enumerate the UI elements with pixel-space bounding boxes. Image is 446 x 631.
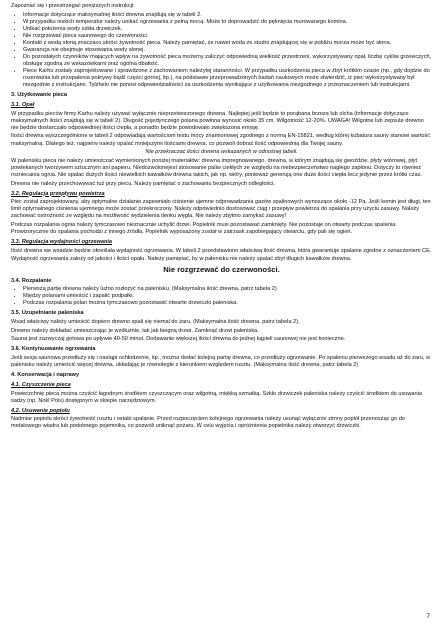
warning-text: Nie rozgrzewać do czerwoności. [163,264,280,274]
subsection-heading: 4.2. Usuwanie popiołu [11,407,70,414]
paragraph: Drewna nie należy przechowywać tuż przy piecu. Należy pamiętać o zachowaniu bezpiecznych odległości. [11,180,275,187]
paragraph: Ilości drewna wyszczególnione w tabeli 2 odpowiadają wartościom testu mocy znamionowej zgodnego z normą EN-15821, według której kubatura sauny stanowi wartość maksymalną. Dlatego też, najpierw należy opalać mniejszymi ilościami drewna, co pozwoli dobrać ilość odpowiednią dla Twojej sauny. [11,133,431,147]
paragraph: Sauna jest zazwyczaj gotowa po upływie 40-50 minut. Dodawanie większej ilości drewna do jednej kąpieli saunowej nie jest konieczne. [11,336,346,343]
section-heading: 4. Konserwacja i naprawy [11,372,80,378]
list-item: • W przypadku niskich temperatur należy unikać ogrzewania z pełną mocą. Może to doprowadzić do pęknięcia murowanego komina. [23,19,432,26]
paragraph: Jeśli sesja saunowa przedłuży się i nastąpi ochłodzenie, itp., można dodać kolejną partię drewna, co przedłuży ogrzewanie. Po spaleniu pierwszego wsadu aż do żaru, w palenisku należy umieścić więcej drewna, układając je równolegle z kierunkiem wzgłędem rusztu. (Maksymalna ilość drewna, patrz tabela 2) [11,354,431,368]
paragraph: Wsad właściwy należy umieścić dopiero drewno spali się niemal do żaru. (Maksymalna ilość drewna, patrz tabela 2). [11,319,300,326]
subsection-heading: 3.4. Rozpalanie [11,277,52,284]
note-text: Nie przekraczać ilości drewna wskazanych w odnośnej tabeli. [145,149,298,156]
list-item: • Podczas rozpalania polan można tymczasowo pozostawić otwarte drzwiczki paleniska. [23,300,432,307]
paragraph: Piec został zaprojektowany, aby optymalne działanie zapewniało ciśnienie ujemne odprowadzania gazów spalinowych wynoszące około -12 Pa. Jeśli komin jest długi, ten limit optymalnego ciśnienia ujemnego może zostać przekroczony. Należy odpowiednio dostosować ciąg i przepływ powietrza do spalania przy użyciu zasuwy. Należy zachować ostrożność ze względu na możliwość wydzielenia tlenku węgla. Nie należy zbytnio zamykać zasuwy! [11,199,431,220]
instruction-list [11,12,432,90]
list-item: • Piece Karhu zostały zaprojektowane i sprawdzone z zachowaniem należytej staranności. W przypadku uszkodzenia pieca w żbyt krótkim czasie (np., gdy dojdzie do rozerwania lub przepalenia pokrywy bądź części górnej, itp.), na podstawie przeprowadzonych badań naukowych może stwierdzić, iż piec wykorzystywany był niezgodnie z instrukcjami. Tylżhelo nie ponosi odpowiedzialności za uszkodzenia wynikające z użytkowania niezgodnego z przeznaczeniem lub instrukcjami. [23,68,432,89]
list-item: • Unikać położenia wody szkła drzwiczek. [23,26,432,33]
subsection-heading: 4.1. Czyszczenie pieca [11,382,71,389]
subsection-heading: 3.3. Regulacja wydajności ogrzewania [11,238,113,245]
subsection-heading: 3.2. Regulacja przepływu powietrza [11,190,105,197]
subsection-heading: 3.5. Uzupełnianie paleniska [11,310,84,317]
paragraph: Drewno należy dokładać umieszczając je wzdłużnie, tak jak biegną drzwi. Zamknąć drzwi paleniska. [11,327,259,334]
intro-text: Zapoznać się i przestrzegać poniższych instrukcji: [11,3,135,9]
list-item: • Informacje dotyczące maksymalnej ilości drewna znajdują się w tabeli 2. [23,12,432,19]
paragraph: W palenisku pieca nie należy umieszczać wymienionych poniżej materiałów: drewna impregnowanego, drewna, w którym znajdują się gwoździe, płyty wiórowej, płyt powlekanych tworzywem sztucznym ani papieru. Niedozwolonejest stosowanie paliw ciekłych ze względu na niebezpieczeństwo nagłego zapłonu. Dotyczy to również rozniecania ognia. Nie spalać dużych ilości niewielkich kawałków drewna takich, jak np. wióry, ponieważ generują one duże ilości ciepła lecz jedynie przez krótki czas. [11,157,422,178]
lighting-list [11,286,432,307]
list-item: • Gwarancja nie obejmuje stosowania wody słonej. [23,47,432,54]
list-item: • Między polanami umieścić i zapalić podpałki. [23,293,432,300]
paragraph: Nadmiar popiołu skróci żywotność rusztu i ostabi spalanie. Przed rozpoczęciem kolejnego ogrzewania należy usunąć wyłącznie zimny popiół przenosząc go do metalowego wiadra lub podobnego pojemnika, co pozwoli uniknąć pożaru. W celu wyjęcia i opróżnienia popielnika należy otworzyć drzwiczki. [11,416,405,430]
subsection-heading: 3.6. Kontynuowanie ogrzewania [11,346,96,353]
subsection-heading: 3.1. Opał [11,102,35,109]
paragraph: Powierzchnię pieca można czyścić łagodnym środkiem czyszczącym oraz wilgotną, miękką szmatką. Szkło drzwiczek paleniska należy czyścić środkiem do usuwania sadzy (np. Nokl Pois) dostępnym w sklepie narzędziowym. [11,390,422,404]
paragraph: Podczas rozpalania ognia należy tymczasowo nieznacznie uchylić drzwi. Popielnik musi pozostawać zamknięty. Nie pozostaje on otwarty podczas spalania. Prowizorycznie do spalania pochodzi z innego źródła. Popielnik wyposażony został w zatrzask zapobiegający otwarciu, gdy pali się ogień. [11,221,397,235]
list-item: • Do pozostałych czynników mających wpływ na żywotność pieca możemy zaliczyć odpowiednią wielkość przestrzeni, wykorzystywany opał, liczbę cykliw grzewczych, obsługę zgodną ze wskazówkami oraz ogólna dbałość. [23,54,432,68]
list-item: • Kontakt z wodą słoną znaczaco skróci żywotność pieca. Należy pamiętać, że nawet woda ze studni znajdującej się w pobliżu morza może być słona. [23,40,432,47]
paragraph: Ilość drewna we wsadzie będzie określała wydajność ogrzewania. W tabeli 2 przedstawiono właściwą ilość drewna, która gwarantuje spalanie zgodne z oznaczeniem CE. [11,247,432,254]
page-number: 7 [426,612,430,620]
paragraph: W przypadku pieców firmy Karhu należy używać wyłącznie nieprzetworzonego drewna. Najlepiej jeśli będzie to porąbana brzoza lub olcha (informacje dotyczące maksymalnych ilości znajdują się w tabeli 2). Długość pojedynczego polana powinna wynosić około 35 cm. Wilgotność 12-20%. UWAGA! Wilgotne lub zepsute drewno nie będzie dostarczało odpowiedniej ilości ciepła, a ponadto będzie powodowało zwiększona emisję. [11,110,424,131]
list-item: • Pierwszą partię drewna należy luźno rozłożyć na palenisku. (Maksymalna ilość drewna, patrz tabela 2) [23,286,432,293]
list-item: • Nie rozgrzewać pieca saunowego do czerwoności. [23,33,432,40]
paragraph: Wydajność ogrzewania zależy od jakości i ilości opału. Należy pamiętać, by w palenisku nie należy spalać zbyt długich kawałków drewna. [11,256,352,263]
section-heading: 3. Użytkowanie pieca [11,92,67,99]
